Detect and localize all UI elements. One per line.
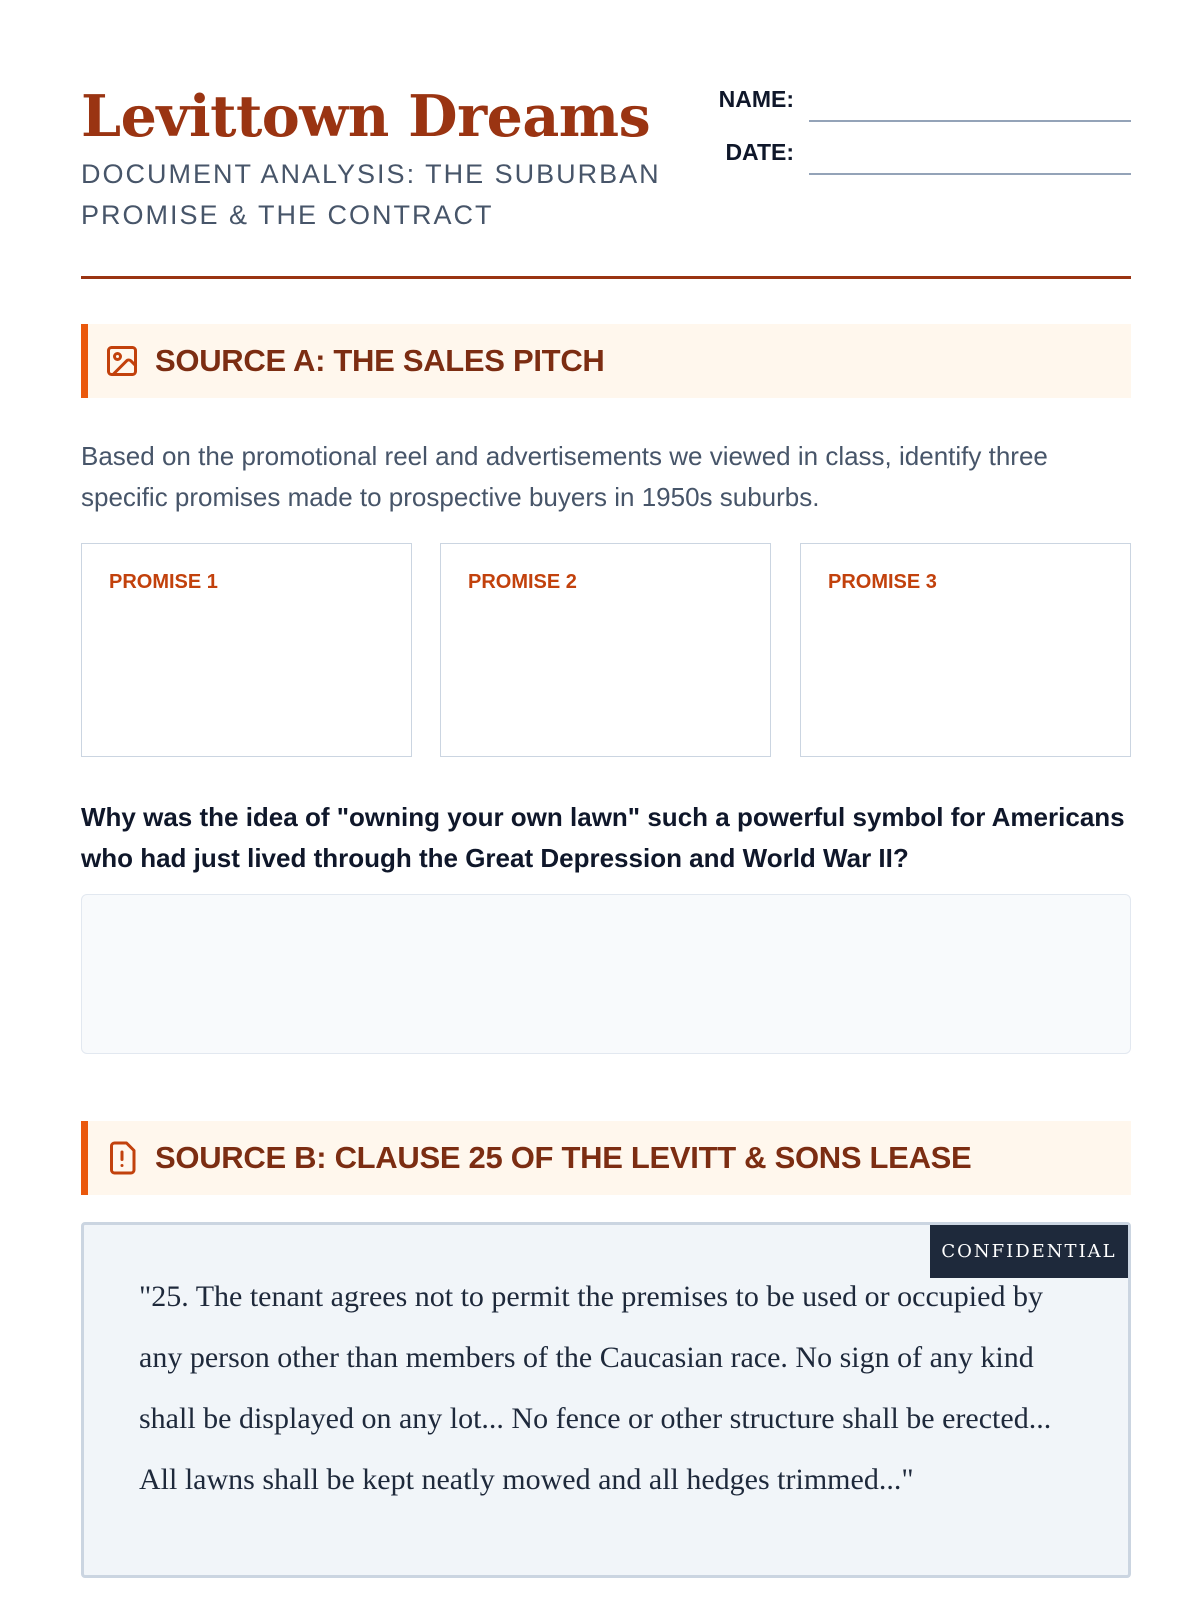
date-field: [694, 133, 1131, 186]
confidential-stamp: CONFIDENTIAL: [930, 1225, 1128, 1278]
lease-clause-quote: "25. The tenant agrees not to permit the premises to be used or occupied by any person other than members of the Caucasian race. No sign of any kind shall be displayed on any lot... No fence or other structure shall be erected... All lawns shall be kept neatly mowed and all hedges trimmed...": [139, 1280, 1052, 1496]
date-input-line[interactable]: [809, 173, 1131, 175]
promise-box-2[interactable]: [440, 543, 771, 757]
page-subtitle: DOCUMENT ANALYSIS: THE SUBURBAN PROMISE & THE CONTRACT: [81, 159, 661, 230]
worksheet-header: [81, 80, 1131, 280]
promise-box-1[interactable]: [81, 543, 412, 757]
promise-box-3[interactable]: [800, 543, 1131, 757]
promise-label-1: PROMISE 1: [109, 571, 218, 593]
name-field: [694, 80, 1131, 133]
image-icon: [104, 343, 140, 379]
lawn-question: Why was the idea of "owning your own lawn" such a powerful symbol for Americans who had just lived through the Great Depression and World War II?: [81, 802, 1125, 873]
header-divider: [81, 276, 1131, 279]
source-b-title: SOURCE B: CLAUSE 25 OF THE LEVITT & SONS LEASE: [155, 1140, 972, 1175]
name-field-label: NAME:: [718, 86, 794, 112]
page-title: Levittown Dreams: [81, 83, 651, 150]
lawn-answer-box[interactable]: [81, 894, 1131, 1054]
name-input-line[interactable]: [809, 120, 1131, 122]
lease-document-excerpt: [81, 1222, 1131, 1578]
promise-label-2: PROMISE 2: [468, 571, 577, 593]
alert-file-icon: [104, 1140, 140, 1176]
source-b-header: [81, 1121, 1131, 1195]
student-info-fields: [694, 80, 1131, 186]
source-a-header: [81, 324, 1131, 398]
promise-label-3: PROMISE 3: [828, 571, 937, 593]
source-a-title: SOURCE A: THE SALES PITCH: [155, 343, 605, 378]
source-a-prompt: Based on the promotional reel and advertisements we viewed in class, identify three specific promises made to prospective buyers in 1950s suburbs.: [81, 441, 1048, 512]
date-field-label: DATE:: [725, 139, 794, 165]
